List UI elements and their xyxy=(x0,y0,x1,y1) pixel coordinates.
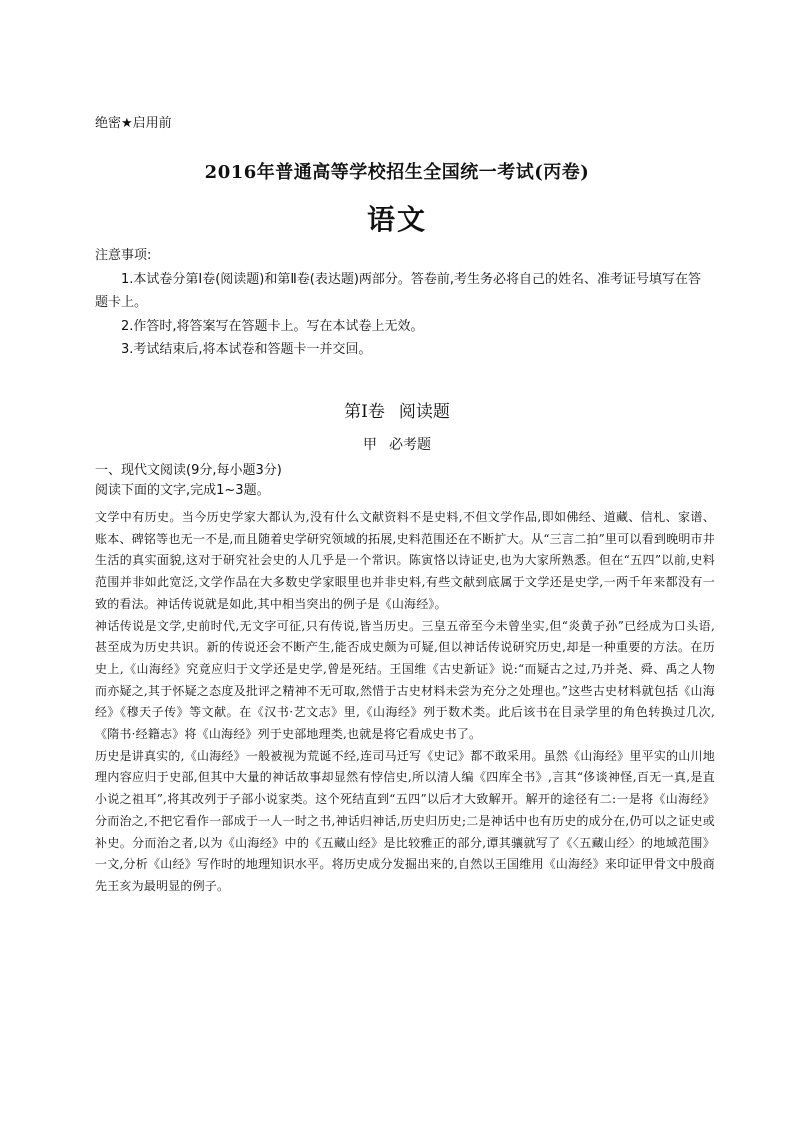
notice-item-3: 3.考试结束后,将本试卷和答题卡一并交回。 xyxy=(121,342,372,357)
notice-heading: 注意事项: xyxy=(95,248,152,263)
part-title xyxy=(0,434,794,454)
section-title-volume: 第Ⅰ卷 xyxy=(344,402,385,422)
section-title-name: 阅读题 xyxy=(398,402,450,422)
passage-paragraph: 文学中有历史。当今历史学家大都认为,没有什么文献资料不是史料,不但文学作品,即如佛经、道藏、信札、家谱、账本、碑铭等也无一不是,而且随着史学研究领域的拓展,史料范围还在不断扩大。从“三言二拍”里可以看到晚明市井生活的真实面貌,这对于研究社会史的人几乎是一个常识。陈寅恪以诗证史,也为大家所熟悉。但在“五四”以前,史料范围并非如此宽泛,文学作品在大多数史学家眼里也并非史料,有些文献到底属于文学还是史学,一两千年来都没有一致的看法。神话传说就是如此,其中相当突出的例子是《山海经》。 xyxy=(95,510,715,611)
subject-title: 语文 xyxy=(366,203,427,236)
question-instruction: 阅读下面的文字,完成1~3题。 xyxy=(95,483,270,498)
notice-item-1: 1.本试卷分第Ⅰ卷(阅读题)和第Ⅱ卷(表达题)两部分。答卷前,考生务必将自己的姓名、准考证号填写在答题卡上。 xyxy=(95,271,702,310)
question-header xyxy=(95,461,282,501)
passage-paragraph: 神话传说是文学,史前时代,无文字可征,只有传说,皆当历史。三皇五帝至今未曾坐实,但“炎黄子孙”已经成为口头语,甚至成为历史共识。新的传说还会不断产生,能否成史颇为可疑,但以神话传说研究历史,却是一种重要的方法。在历史上,《山海经》究竟应归于文学还是史学,曾是死结。王国维《古史新证》说:“而疑古之过,乃并尧、舜、禹之人物而亦疑之,其于怀疑之态度及批评之精神不无可取,然惜于古史材料未尝为充分之处理也。”这些古史材料就包括《山海经》《穆天子传》等文献。在《汉书·艺文志》里,《山海经》列于数术类。此后该书在目录学里的角色转换过几次,《隋书·经籍志》将《山海经》列于史部地理类,也就是将它看成史书了。 xyxy=(95,618,715,742)
confidential-label: 绝密★启用前 xyxy=(95,116,172,131)
exam-title: 2016年普通高等学校招生全国统一考试(丙卷) xyxy=(204,162,590,183)
notice-item-2: 2.作答时,将答案写在答题卡上。写在本试卷上无效。 xyxy=(121,318,424,334)
part-title-label: 甲 xyxy=(363,437,377,453)
passage-paragraph: 历史是讲真实的,《山海经》一般被视为荒诞不经,连司马迁写《史记》都不敢采用。虽然《山海经》里平实的山川地理内容应归于史部,但其中大量的神话故事却显然有悖信史,所以清人编《四库全书》,言其“侈谈神怪,百无一真,是直小说之祖耳”,将其改列于子部小说家类。这个死结直到“五四”以后才大致解开。解开的途径有二:一是将《山海经》分而治之,不把它看作一部成于一人一时之书,神话归神话,历史归历史;二是神话中也有历史的成分在,仍可以之证史或补史。分而治之者,以为《山海经》中的《五藏山经》是比较雅正的部分,谭其骧就写了《〈五藏山经〉的地域范围》一文,分析《山经》写作时的地理知识水平。将历史成分发掘出来的,自然以王国维用《山海经》来印证甲骨文中殷商先王亥为最明显的例子。 xyxy=(95,748,715,893)
question-heading: 一、现代文阅读(9分,每小题3分) xyxy=(95,463,282,478)
reading-passage xyxy=(95,507,715,898)
part-title-name: 必考题 xyxy=(389,437,431,453)
section-title xyxy=(0,397,794,422)
notice-block xyxy=(95,244,705,362)
